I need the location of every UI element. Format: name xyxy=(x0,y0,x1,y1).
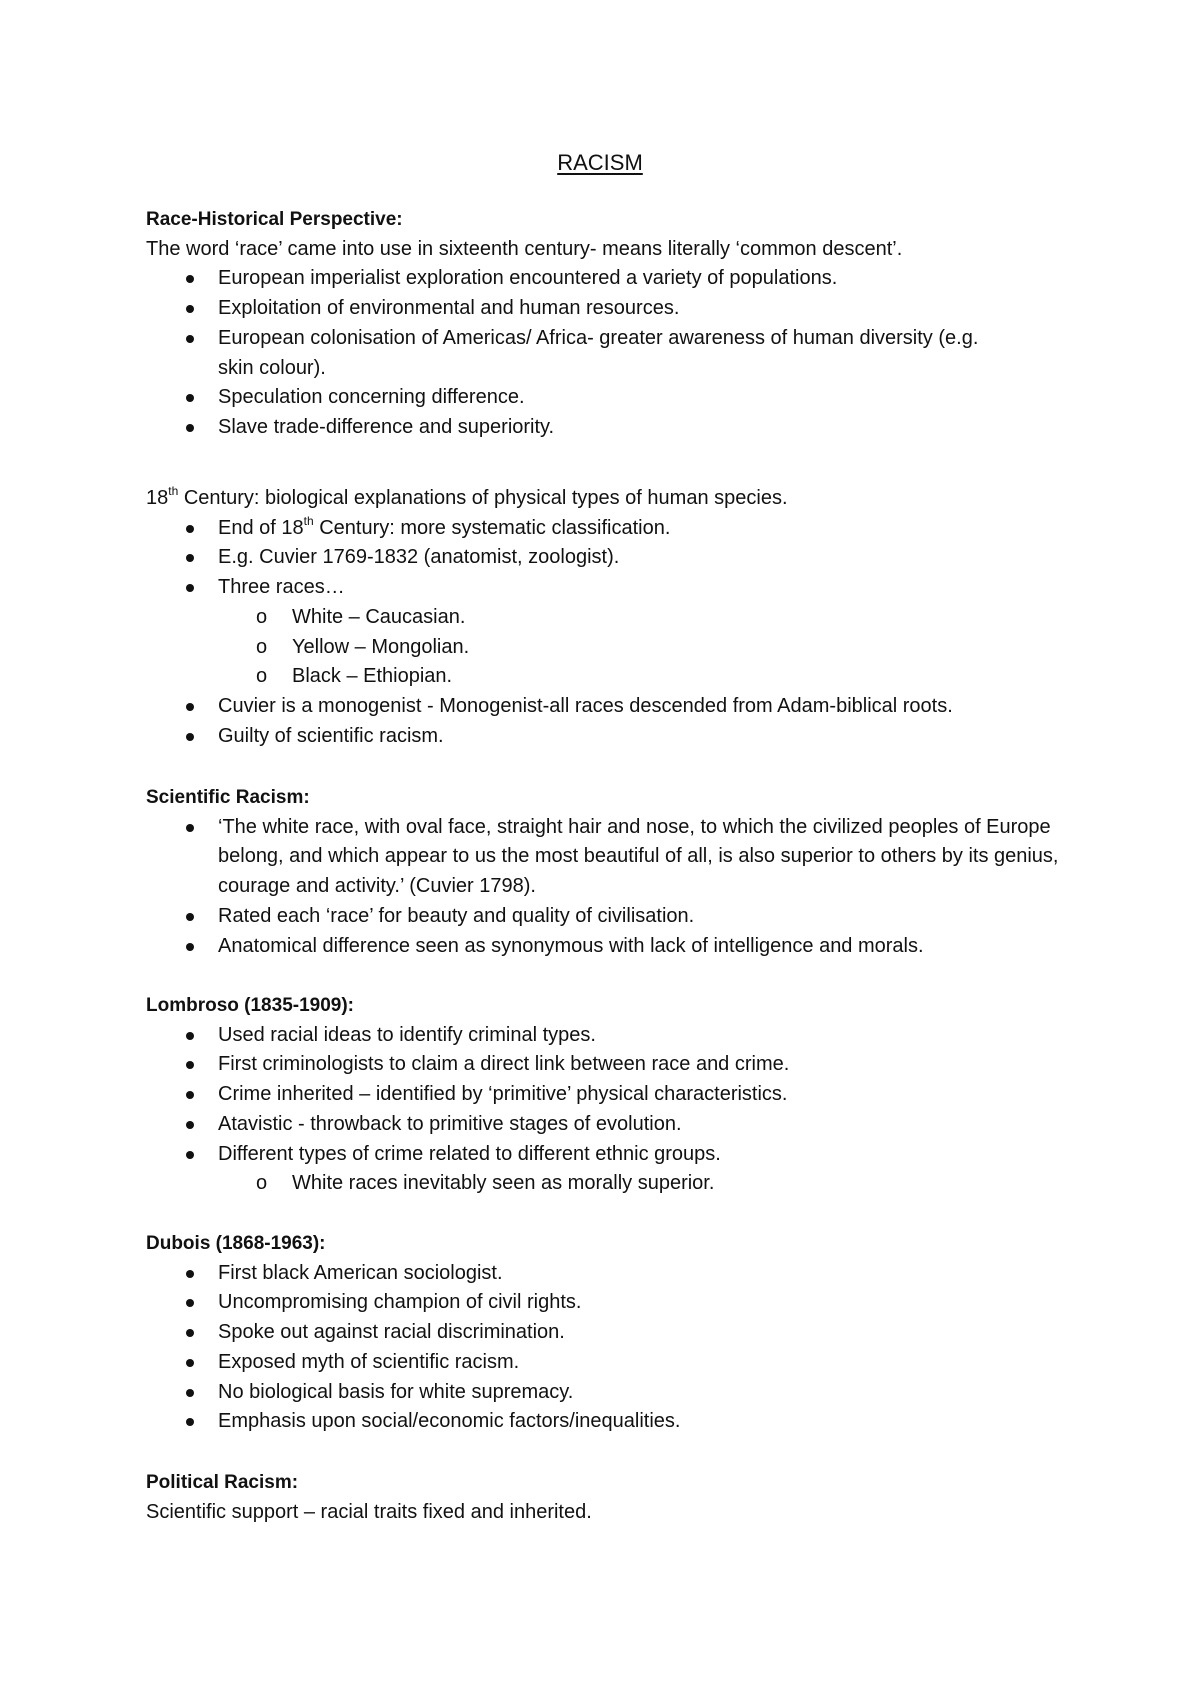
list-item: European imperialist exploration encountered a variety of populations. xyxy=(146,264,1086,294)
list-item: First criminologists to claim a direct link between race and crime. xyxy=(146,1050,1086,1080)
page-title: RACISM xyxy=(557,150,643,175)
bullet-icon xyxy=(186,394,194,402)
list-item: Anatomical difference seen as synonymous with lack of intelligence and morals. xyxy=(146,932,1086,962)
list-item: Atavistic - throwback to primitive stages of evolution. xyxy=(146,1110,1086,1140)
paragraph: The word ‘race’ came into use in sixteenth century- means literally ‘common descent’. xyxy=(146,237,903,260)
bullet-icon xyxy=(186,733,194,741)
list-item: Rated each ‘race’ for beauty and quality of civilisation. xyxy=(146,902,1086,932)
list-item: Emphasis upon social/economic factors/inequalities. xyxy=(146,1407,1086,1437)
bullet-icon xyxy=(186,424,194,432)
bullet-icon xyxy=(186,1091,194,1099)
section-heading: Lombroso (1835-1909): xyxy=(146,995,355,1016)
list-item: No biological basis for white supremacy. xyxy=(146,1378,1086,1408)
bullet-icon xyxy=(186,1061,194,1069)
list-item: Exploitation of environmental and human resources. xyxy=(146,294,1086,324)
sub-list-item: o White – Caucasian. xyxy=(146,603,1086,633)
bullet-icon xyxy=(186,275,194,283)
list-item: Exposed myth of scientific racism. xyxy=(146,1348,1086,1378)
section-historical xyxy=(146,205,1086,443)
bullet-icon xyxy=(186,335,194,343)
list-item: Cuvier is a monogenist - Monogenist-all races descended from Adam-biblical roots. xyxy=(146,692,1086,722)
bullet-icon xyxy=(186,1329,194,1337)
list-item: Crime inherited – identified by ‘primitive’ physical characteristics. xyxy=(146,1080,1086,1110)
section-heading: Scientific Racism: xyxy=(146,787,310,808)
bullet-icon xyxy=(186,1151,194,1159)
list-item: Uncompromising champion of civil rights. xyxy=(146,1288,1086,1318)
bullet-icon xyxy=(186,525,194,533)
sub-bullet-icon: o xyxy=(256,665,268,688)
bullet-icon xyxy=(186,703,194,711)
list-item: Guilty of scientific racism. xyxy=(146,722,1086,752)
paragraph: Scientific support – racial traits fixed and inherited. xyxy=(146,1500,592,1523)
list-item: First black American sociologist. xyxy=(146,1259,1086,1289)
paragraph: 18th Century: biological explanations of physical types of human species. xyxy=(146,484,788,509)
bullet-icon xyxy=(186,1299,194,1307)
section-political-racism xyxy=(146,1468,1086,1527)
list-item: Used racial ideas to identify criminal types. xyxy=(146,1021,1086,1051)
list-item: Speculation concerning difference. xyxy=(146,383,1086,413)
list-item: ‘The white race, with oval face, straight hair and nose, to which the civilized peoples of Europe belong, and which appear to us the most beautiful of all, is also superior to others by its genius, courage and activity.’ (Cuvier 1798). xyxy=(146,813,1073,902)
section-heading: Political Racism: xyxy=(146,1472,299,1493)
list-item: End of 18th Century: more systematic classification. xyxy=(146,514,1086,544)
section-dubois xyxy=(146,1229,1086,1437)
sub-list-item: o Black – Ethiopian. xyxy=(146,662,1086,692)
list-item: E.g. Cuvier 1769-1832 (anatomist, zoologist). xyxy=(146,543,1086,573)
sub-list-item: o White races inevitably seen as morally superior. xyxy=(146,1169,1086,1199)
bullet-icon xyxy=(186,943,194,951)
bullet-icon xyxy=(186,1359,194,1367)
list-item: Slave trade-difference and superiority. xyxy=(146,413,1086,443)
bullet-icon xyxy=(186,584,194,592)
section-heading: Dubois (1868-1963): xyxy=(146,1233,326,1254)
bullet-icon xyxy=(186,1418,194,1426)
section-heading: Race-Historical Perspective: xyxy=(146,209,403,230)
bullet-icon xyxy=(186,1270,194,1278)
bullet-icon xyxy=(186,824,194,832)
bullet-icon xyxy=(186,1389,194,1397)
bullet-icon xyxy=(186,554,194,562)
section-lombroso xyxy=(146,991,1086,1199)
sub-bullet-icon: o xyxy=(256,1172,268,1195)
bullet-icon xyxy=(186,1121,194,1129)
section-18th-century xyxy=(146,484,1086,751)
sub-bullet-icon: o xyxy=(256,635,268,658)
list-item: Three races… xyxy=(146,573,1086,603)
bullet-icon xyxy=(186,305,194,313)
bullet-icon xyxy=(186,913,194,921)
list-item: European colonisation of Americas/ Africa- greater awareness of human diversity (e.g. skin colour). xyxy=(146,324,1018,383)
list-item: Spoke out against racial discrimination. xyxy=(146,1318,1086,1348)
sub-list-item: o Yellow – Mongolian. xyxy=(146,633,1086,663)
list-item: Different types of crime related to different ethnic groups. xyxy=(146,1140,1086,1170)
sub-bullet-icon: o xyxy=(256,605,268,628)
bullet-icon xyxy=(186,1032,194,1040)
section-scientific-racism xyxy=(146,783,1086,961)
